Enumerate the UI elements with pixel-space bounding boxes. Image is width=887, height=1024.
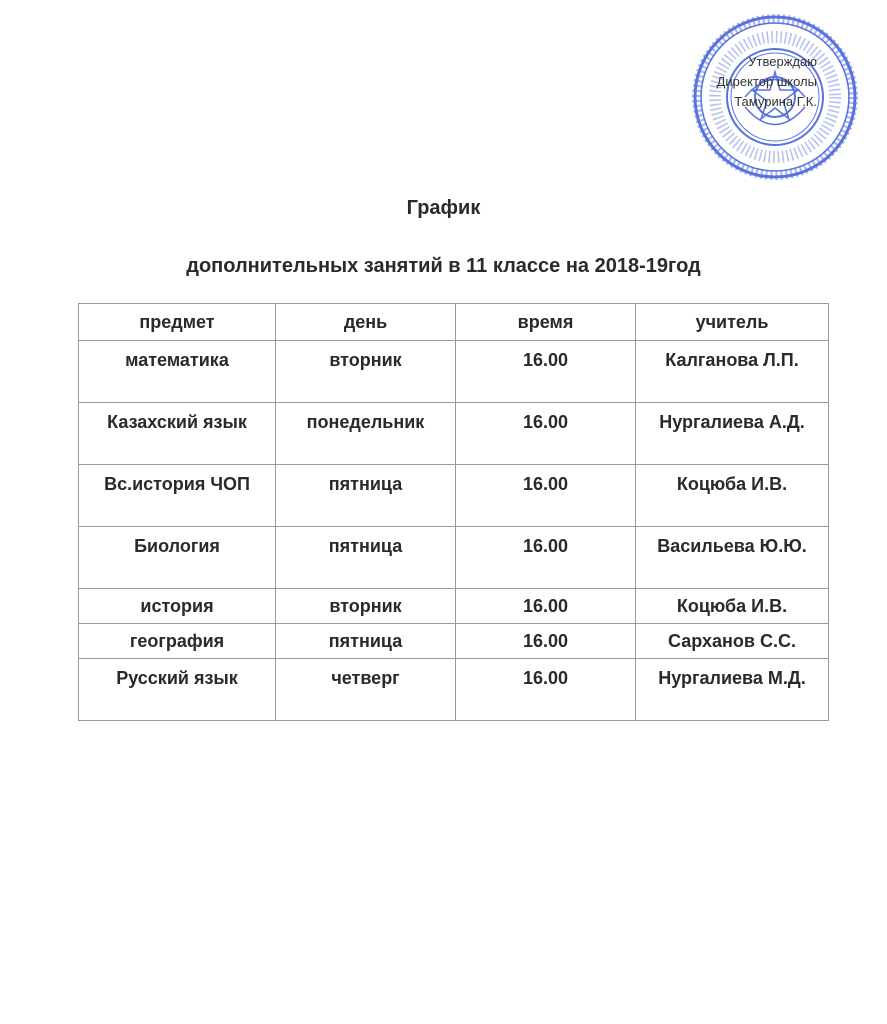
schedule-table: [78, 303, 829, 721]
cell-subject: Биология: [79, 527, 276, 589]
cell-teacher: Нургалиева М.Д.: [636, 659, 829, 721]
header-day: день: [276, 304, 456, 341]
approval-line-2: Директор школы: [716, 74, 817, 89]
table-row: [79, 341, 829, 403]
cell-day: понедельник: [276, 403, 456, 465]
table-header-row: [79, 304, 829, 341]
cell-subject: Русский язык: [79, 659, 276, 721]
cell-subject: математика: [79, 341, 276, 403]
cell-time: 16.00: [456, 624, 636, 659]
cell-teacher: Коцюба И.В.: [636, 589, 829, 624]
table-row: [79, 527, 829, 589]
page-title: График: [406, 197, 481, 219]
cell-subject: история: [79, 589, 276, 624]
cell-teacher: Нургалиева А.Д.: [636, 403, 829, 465]
cell-subject: география: [79, 624, 276, 659]
approval-line-1: Утверждаю: [748, 54, 817, 69]
approval-line-3: Тамурина Г.К.: [734, 94, 817, 109]
cell-time: 16.00: [456, 589, 636, 624]
cell-time: 16.00: [456, 465, 636, 527]
table-row: [79, 659, 829, 721]
cell-time: 16.00: [456, 341, 636, 403]
cell-teacher: Коцюба И.В.: [636, 465, 829, 527]
cell-time: 16.00: [456, 403, 636, 465]
cell-day: пятница: [276, 527, 456, 589]
header-subject: предмет: [79, 304, 276, 341]
cell-subject: Вс.история ЧОП: [79, 465, 276, 527]
cell-teacher: Васильева Ю.Ю.: [636, 527, 829, 589]
cell-subject: Казахский язык: [79, 403, 276, 465]
approval-block: [717, 52, 817, 112]
header-teacher: учитель: [636, 304, 829, 341]
cell-day: вторник: [276, 589, 456, 624]
table-row: [79, 465, 829, 527]
page-subtitle: дополнительных занятий в 11 классе на 2018-19год: [186, 255, 701, 277]
cell-time: 16.00: [456, 659, 636, 721]
table-row: [79, 403, 829, 465]
cell-teacher: Калганова Л.П.: [636, 341, 829, 403]
cell-teacher: Сарханов С.С.: [636, 624, 829, 659]
cell-day: пятница: [276, 624, 456, 659]
cell-day: вторник: [276, 341, 456, 403]
cell-day: пятница: [276, 465, 456, 527]
table-row: [79, 589, 829, 624]
cell-time: 16.00: [456, 527, 636, 589]
cell-day: четверг: [276, 659, 456, 721]
header-time: время: [456, 304, 636, 341]
table-row: [79, 624, 829, 659]
